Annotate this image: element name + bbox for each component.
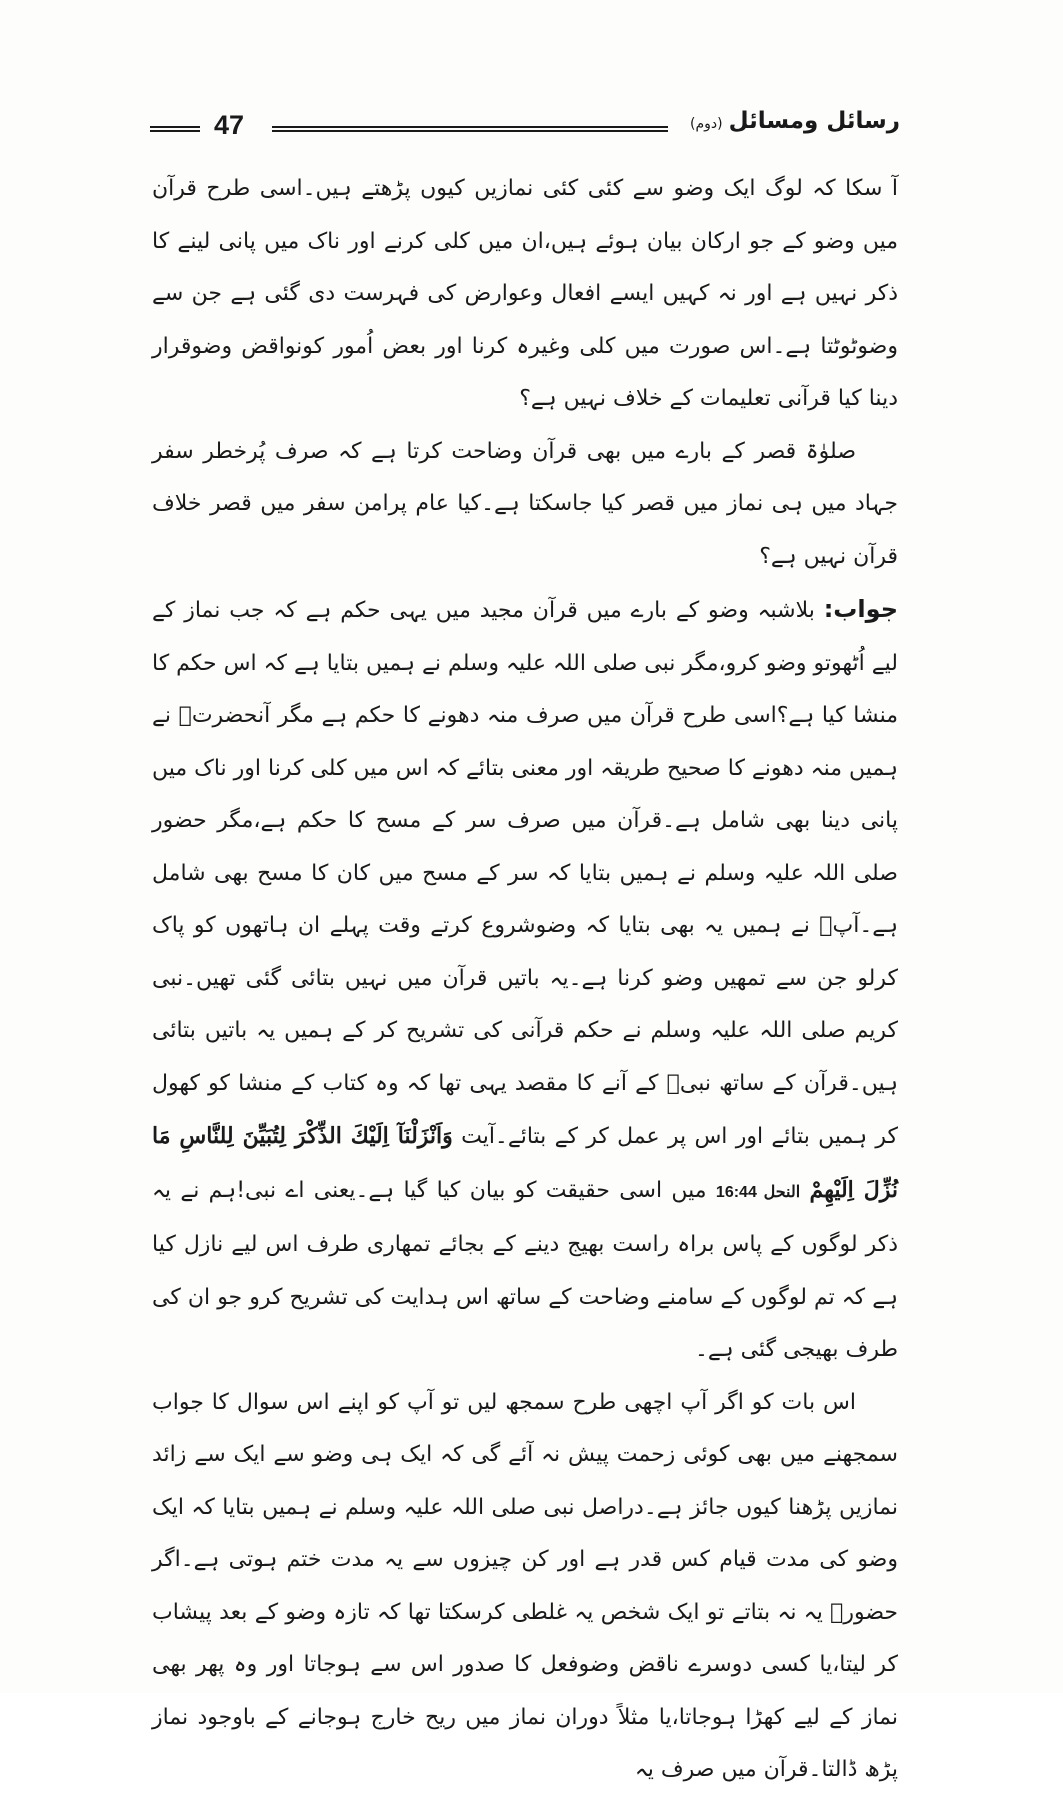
answer-label: جواب: [823,595,898,623]
answer-text: بلاشبہ وضو کے بارے میں قرآن مجید میں یہی حکم ہے کہ جب نماز کے لیے اُٹھوتو وضو کرو،مگر نبی صلی اللہ علیہ وسلم نے ہمیں بتایا ہے کہ اس حکم کا منشا کیا ہے؟اسی طرح قرآن میں صرف منہ دھونے کا حکم ہے مگر آنحضرتؐ نے ہمیں منہ دھونے کا صحیح طریقہ اور معنی بتائے کہ اس میں کلی کرنا اور ناک میں پانی دینا بھی شامل ہے۔قرآن میں صرف سر کے مسح کا حکم ہے،مگر حضور صلی اللہ علیہ وسلم نے ہمیں بتایا کہ سر کے مسح میں کان کا مسح بھی شامل ہے۔آپؐ نے ہمیں یہ بھی بتایا کہ وضوشروع کرتے وقت پہلے ان ہاتھوں کو پاک کرلو جن سے تمھیں وضو کرنا ہے۔یہ باتیں قرآن میں نہیں بتائی گئی تھیں۔نبی کریم صلی اللہ علیہ وسلم نے حکم قرآنی کی تشریح کر کے ہمیں یہ باتیں بتائی ہیں۔قرآن کے ساتھ نبیؐ کے آنے کا مقصد یہی تھا کہ وہ کتاب کے منشا کو کھول کر ہمیں بتائے اور اس پر عمل کر کے بتائے۔آیت [152,598,898,1149]
quran-ayah: وَاَنْزَلْنَآ اِلَيْكَ الذِّكْرَ لِتُبَيِّنَ لِلنَّاسِ مَا نُزِّلَ اِلَيْهِمْ [152,1123,899,1203]
page-body [152,163,898,1797]
book-title-text: رسائل ومسائل [728,108,900,134]
ayah-reference: النحل 16:44 [715,1183,801,1201]
paragraph-answer [152,583,898,1377]
book-title [690,108,900,134]
running-header [150,108,900,144]
book-part: (دوم) [689,116,723,132]
answer-text-cont: میں اسی حقیقت کو بیان کیا گیا ہے۔یعنی اے نبی!ہم نے یہ ذکر لوگوں کے پاس براہ راست بھیج دینے کے بجائے تمھاری طرف اس لیے نازل کیا ہے کہ تم لوگوں کے سامنے وضاحت کے ساتھ اس ہدایت کی تشریح کرو جو ان کی طرف بھیجی گئی ہے۔ [152,1177,898,1362]
paragraph-explanation: اس بات کو اگر آپ اچھی طرح سمجھ لیں تو آپ کو اپنے اس سوال کا جواب سمجھنے میں بھی کوئی زحمت پیش نہ آئے گی کہ ایک ہی وضو سے ایک سے زائد نمازیں پڑھنا کیوں جائز ہے۔دراصل نبی صلی اللہ علیہ وسلم نے ہمیں بتایا کہ ایک وضو کی مدت قیام کس قدر ہے اور کن چیزوں سے یہ مدت ختم ہوتی ہے۔اگر حضورؐ یہ نہ بتاتے تو ایک شخص یہ غلطی کرسکتا تھا کہ تازہ وضو کے بعد پیشاب کر لیتا،یا کسی دوسرے ناقض وضوفعل کا صدور اس سے ہوجاتا اور وہ پھر بھی نماز کے لیے کھڑا ہوجاتا،یا مثلاً دوران نماز میں ریح خارج ہوجانے کے باوجود نماز پڑھ ڈالتا۔قرآن میں صرف یہ [152,1389,898,1782]
paragraph-question-cont: آ سکا کہ لوگ ایک وضو سے کئی کئی نمازیں کیوں پڑھتے ہیں۔اسی طرح قرآن میں وضو کے جو ارکان بیان ہوئے ہیں،ان میں کلی کرنے اور ناک میں پانی لینے کا ذکر نہیں ہے اور نہ کہیں ایسے افعال وعوارض کی فہرست دی گئی ہے جن سے وضوٹوٹتا ہے۔اس صورت میں کلی وغیرہ کرنا اور بعض اُمور کونواقض وضوقرار دینا کیا قرآنی تعلیمات کے خلاف نہیں ہے؟ [152,176,898,411]
header-rule [272,126,668,132]
paragraph-qasr: صلوٰۃ قصر کے بارے میں بھی قرآن وضاحت کرتا ہے کہ صرف پُرخطر سفر جہاد میں ہی نماز میں قصر کیا جاسکتا ہے۔کیا عام پرامن سفر میں قصر خلاف قرآن نہیں ہے؟ [152,438,898,569]
header-rule-left [150,126,200,132]
page-number: 47 [214,110,245,140]
